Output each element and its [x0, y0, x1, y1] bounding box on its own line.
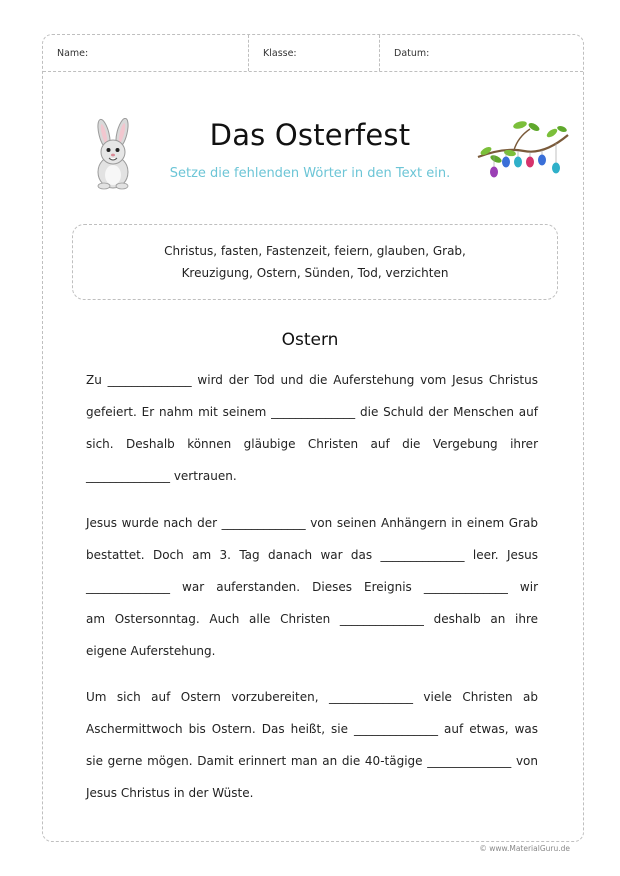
page-subtitle: Setze die fehlenden Wörter in den Text ein.: [169, 166, 451, 181]
paragraph-3: [86, 681, 538, 809]
text-line: ______________ war auferstanden. Dieses Ereignis ______________ wir: [86, 580, 538, 594]
text-line: sich. Deshalb können gläubige Christen auf die Vergebung ihrer: [86, 437, 538, 451]
section-heading: Ostern: [281, 330, 339, 350]
text-line: Jesus Christus in der Wüste.: [86, 786, 254, 800]
page-title: Das Osterfest: [209, 118, 411, 152]
datum-label: Datum:: [394, 47, 430, 59]
klasse-label: Klasse:: [263, 47, 297, 59]
text-line: sie gerne mögen. Damit erinnert man an die 40-tägige ______________ von: [86, 754, 538, 768]
text-line: Aschermittwoch bis Ostern. Das heißt, sie ______________ auf etwas, was: [86, 722, 538, 736]
paragraph-1: [86, 364, 538, 492]
word-bank-line: Christus, fasten, Fastenzeit, feiern, glauben, Grab,: [164, 244, 466, 258]
text-line: gefeiert. Er nahm mit seinem ______________ die Schuld der Menschen auf: [86, 405, 538, 419]
text-line: Jesus wurde nach der ______________ von seinen Anhängern in einem Grab: [86, 516, 538, 530]
word-bank-box: [72, 224, 558, 300]
word-bank-line: Kreuzigung, Ostern, Sünden, Tod, verzichten: [181, 266, 449, 280]
text-line: Um sich auf Ostern vorzubereiten, ______________ viele Christen ab: [86, 690, 538, 704]
text-line: Zu ______________ wird der Tod und die Auferstehung vom Jesus Christus: [86, 373, 538, 387]
header-row: [43, 35, 583, 72]
datum-field[interactable]: [380, 35, 583, 71]
klasse-field[interactable]: [249, 35, 380, 71]
text-line: ______________ vertrauen.: [86, 469, 237, 483]
name-field[interactable]: [43, 35, 249, 71]
name-label: Name:: [57, 47, 89, 59]
text-line: am Ostersonntag. Auch alle Christen ______________ deshalb an ihre: [86, 612, 538, 626]
text-line: bestattet. Doch am 3. Tag danach war das ______________ leer. Jesus: [86, 548, 538, 562]
paragraph-2: [86, 507, 538, 667]
copyright-notice: © www.MaterialGuru.de: [479, 844, 570, 853]
text-line: eigene Auferstehung.: [86, 644, 216, 658]
